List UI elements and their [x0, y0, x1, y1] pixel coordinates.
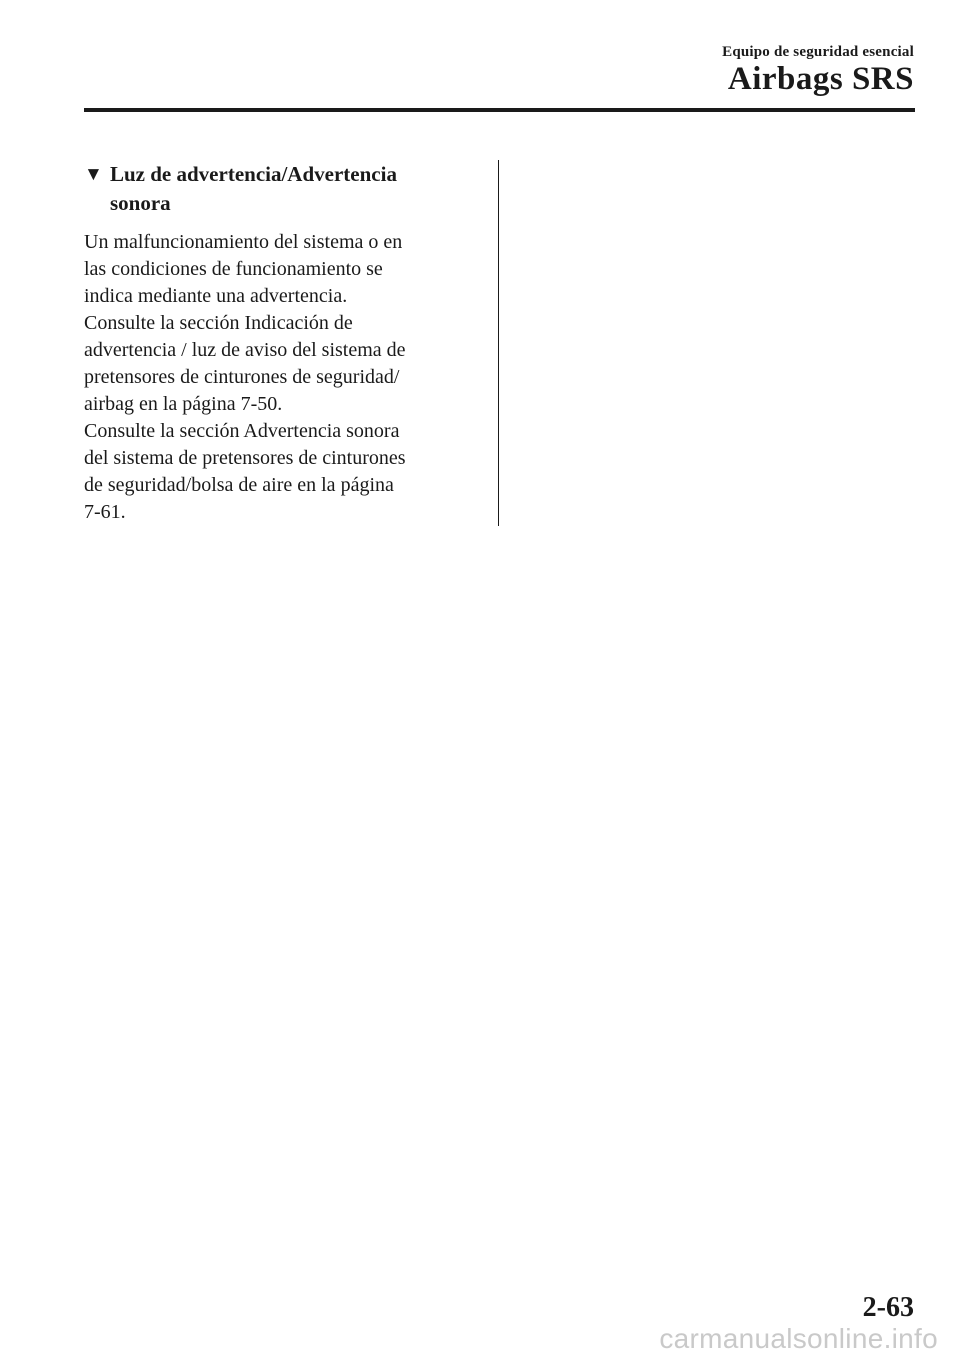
body-line: Un malfuncionamiento del sistema o en: [84, 231, 403, 253]
body-line: del sistema de pretensores de cinturones: [84, 447, 406, 469]
body-line: las condiciones de funcionamiento se: [84, 258, 383, 280]
header-rule: [84, 108, 915, 112]
body-line: de seguridad/bolsa de aire en la página: [84, 474, 394, 496]
body-line: Consulte la sección Indicación de: [84, 312, 353, 334]
subheading-line-2: sonora: [110, 191, 171, 215]
body-line: pretensores de cinturones de seguridad/: [84, 366, 400, 388]
header-chapter-title: Equipo de seguridad esencial: [722, 44, 914, 60]
body-paragraph: [84, 229, 484, 526]
watermark: carmanualsonline.info: [659, 1323, 938, 1354]
page-number: 2-63: [862, 1292, 914, 1323]
body-line: Consulte la sección Advertencia sonora: [84, 420, 400, 442]
body-line: airbag en la página 7-50.: [84, 393, 283, 415]
column-divider: [498, 160, 499, 526]
body-line: advertencia / luz de aviso del sistema de: [84, 339, 406, 361]
subheading-line-1: Luz de advertencia/Advertencia: [110, 162, 397, 186]
header-section-title: Airbags SRS: [727, 61, 914, 97]
body-line: indica mediante una advertencia.: [84, 285, 348, 307]
body-line: 7-61.: [84, 501, 126, 523]
down-triangle-icon: ▼: [84, 164, 103, 185]
